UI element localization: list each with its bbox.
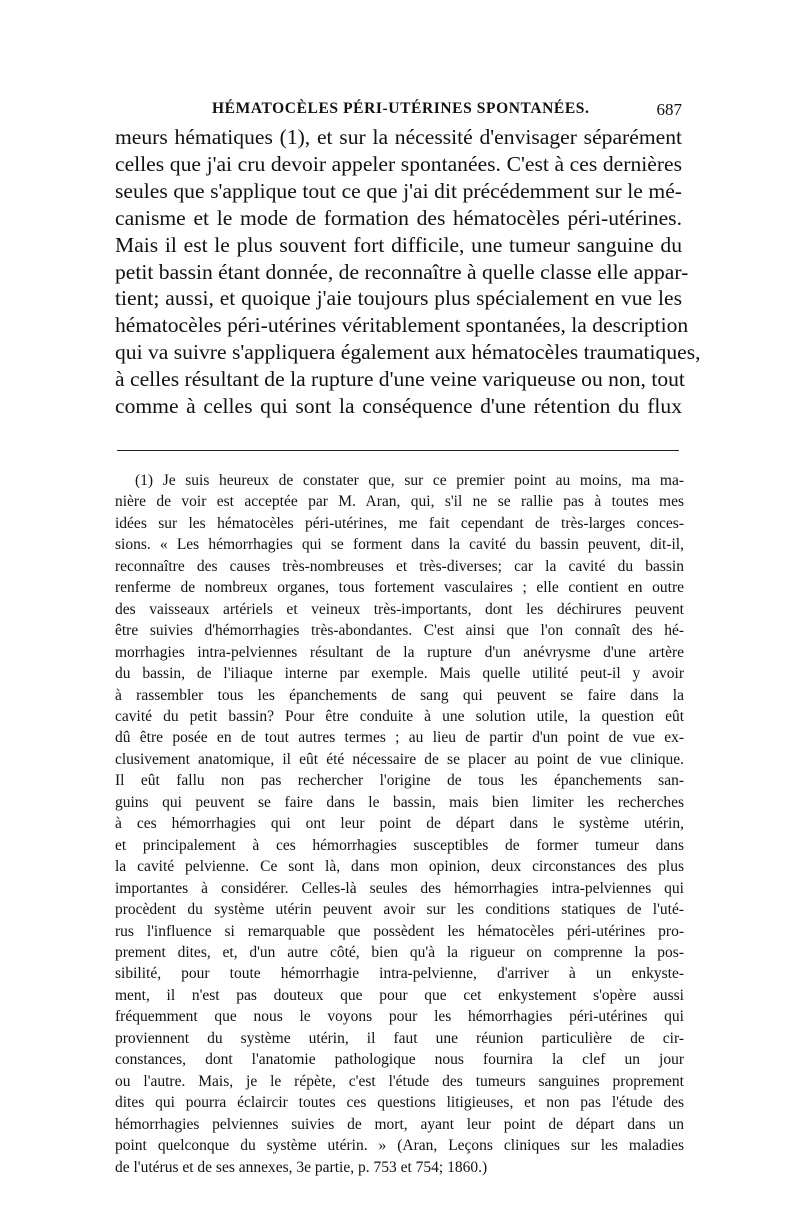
footnote-line: importantes à considérer. Celles-là seules des hémorrhagies intra-pelviennes qui (115, 879, 684, 897)
footnote-line: à rassembler tous les épanchements de sang qui peuvent se faire dans la (115, 686, 684, 704)
footnote-line: idées sur les hématocèles péri-utérines, me fait cependant de très-larges conces- (115, 514, 684, 532)
footnote (115, 470, 684, 1178)
body-line: à celles résultant de la rupture d'une veine variqueuse ou non, tout (115, 367, 685, 392)
running-head (115, 100, 682, 122)
footnote-line: proviennent du système utérin, il faut une réunion particulière de cir- (115, 1029, 684, 1047)
footnote-line: sions. « Les hémorrhagies qui se forment dans la cavité du bassin peuvent, dit-il, (115, 536, 684, 554)
footnote-line: du bassin, de l'iliaque interne par exemple. Mais quelle utilité peut-il y avoir (115, 665, 684, 683)
footnote-line: clusivement anatomique, il eût été nécessaire de se placer au point de vue clinique. (115, 750, 684, 768)
footnote-line: à ces hémorrhagies qui ont leur point de départ dans le système utérin, (115, 815, 684, 833)
body-line: tient; aussi, et quoique j'aie toujours plus spécialement en vue les (115, 286, 682, 311)
body-line: celles que j'ai cru devoir appeler spontanées. C'est à ces dernières (115, 151, 682, 176)
body-line: meurs hématiques (1), et sur la nécessité d'envisager séparément (115, 125, 682, 149)
body-line: qui va suivre s'appliquera également aux hématocèles traumatiques, (115, 340, 701, 365)
footnote-line: morrhagies intra-pelviennes résultant de la rupture d'un anévrysme d'une artère (115, 643, 684, 661)
footnote-line: fréquemment que nous le voyons pour les hémorrhagies péri-utérines qui (115, 1008, 684, 1026)
running-head-title: HÉMATOCÈLES PÉRI-UTÉRINES SPONTANÉES. (212, 100, 590, 117)
footnote-line: rus l'influence si remarquable que possèdent les hématocèles péri-utérines pro- (115, 922, 684, 940)
footnote-line: ou l'autre. Mais, je le répète, c'est l'étude des tumeurs sanguines proprement (115, 1072, 684, 1090)
footnote-line: procèdent du système utérin peuvent avoir sur les conditions statiques de l'uté- (115, 901, 684, 919)
body-line: Mais il est le plus souvent fort difficile, une tumeur sanguine du (115, 232, 682, 257)
footnote-line: (1) Je suis heureux de constater que, sur ce premier point au moins, ma ma- (135, 472, 684, 489)
main-text (115, 124, 701, 420)
footnote-line: hémorrhagies pelviennes suivies de mort, ayant leur point de départ dans un (115, 1115, 684, 1133)
footnote-line: être suivies d'hémorrhagies très-abondantes. C'est ainsi que l'on connaît des hé- (115, 622, 684, 640)
footnote-line: Il eût fallu non pas rechercher l'origine de tous les épanchements san- (115, 772, 684, 790)
footnote-line: dû être posée en de tout autres termes ; au lieu de partir d'un point de vue ex- (115, 729, 684, 747)
footnote-line: prement dites, et, d'un autre côté, bien qu'à la rigueur on comprenne la pos- (115, 943, 684, 961)
footnote-line: dites qui pourra éclaircir toutes ces questions litigieuses, et non pas l'étude des (115, 1094, 684, 1112)
footnote-line: de l'utérus et de ses annexes, 3e partie, p. 753 et 754; 1860.) (115, 1158, 488, 1176)
body-line: petit bassin étant donnée, de reconnaître à quelle classe elle appar- (115, 259, 689, 284)
body-line: comme à celles qui sont la conséquence d'une rétention du flux (115, 394, 682, 419)
footnote-line: des vaisseaux artériels et veineux très-importants, dont les déchirures peuvent (115, 600, 684, 618)
footnote-line: cavité du petit bassin? Pour être conduite à une solution utile, la question eût (115, 707, 684, 725)
body-line: seules que s'applique tout ce que j'ai dit précédemment sur le mé- (115, 178, 682, 203)
body-line: hématocèles péri-utérines véritablement spontanées, la description (115, 313, 689, 338)
footnote-line: et principalement à ces hémorrhagies susceptibles de former tumeur dans (115, 836, 684, 854)
footnote-line: reconnaître des causes très-nombreuses et très-diverses; car la cavité du bassin (115, 557, 684, 575)
footnote-line: guins qui peuvent se faire dans le bassin, mais bien limiter les recherches (115, 793, 684, 811)
footnote-line: point quelconque du système utérin. » (Aran, Leçons cliniques sur les maladies (115, 1137, 684, 1155)
page-number: 687 (656, 100, 682, 119)
footnote-line: sibilité, pour toute hémorrhagie intra-pelvienne, d'arriver à un enkyste- (115, 965, 684, 983)
footnote-line: la cavité pelvienne. Ce sont là, dans mon opinion, deux circonstances des plus (115, 858, 684, 876)
footnote-line: ment, il n'est pas douteux que pour que cet enkystement s'opère aussi (115, 986, 684, 1004)
footnote-divider (117, 450, 679, 451)
footnote-line: nière de voir est acceptée par M. Aran, qui, s'il ne se rallie pas à toutes mes (115, 493, 684, 511)
footnote-line: renferme de nombreux organes, tous fortement vasculaires ; elle contient en outre (115, 579, 684, 597)
footnote-line: constances, dont l'anatomie pathologique nous fournira la clef un jour (115, 1051, 684, 1069)
body-line: canisme et le mode de formation des hématocèles péri-utérines. (115, 205, 682, 230)
